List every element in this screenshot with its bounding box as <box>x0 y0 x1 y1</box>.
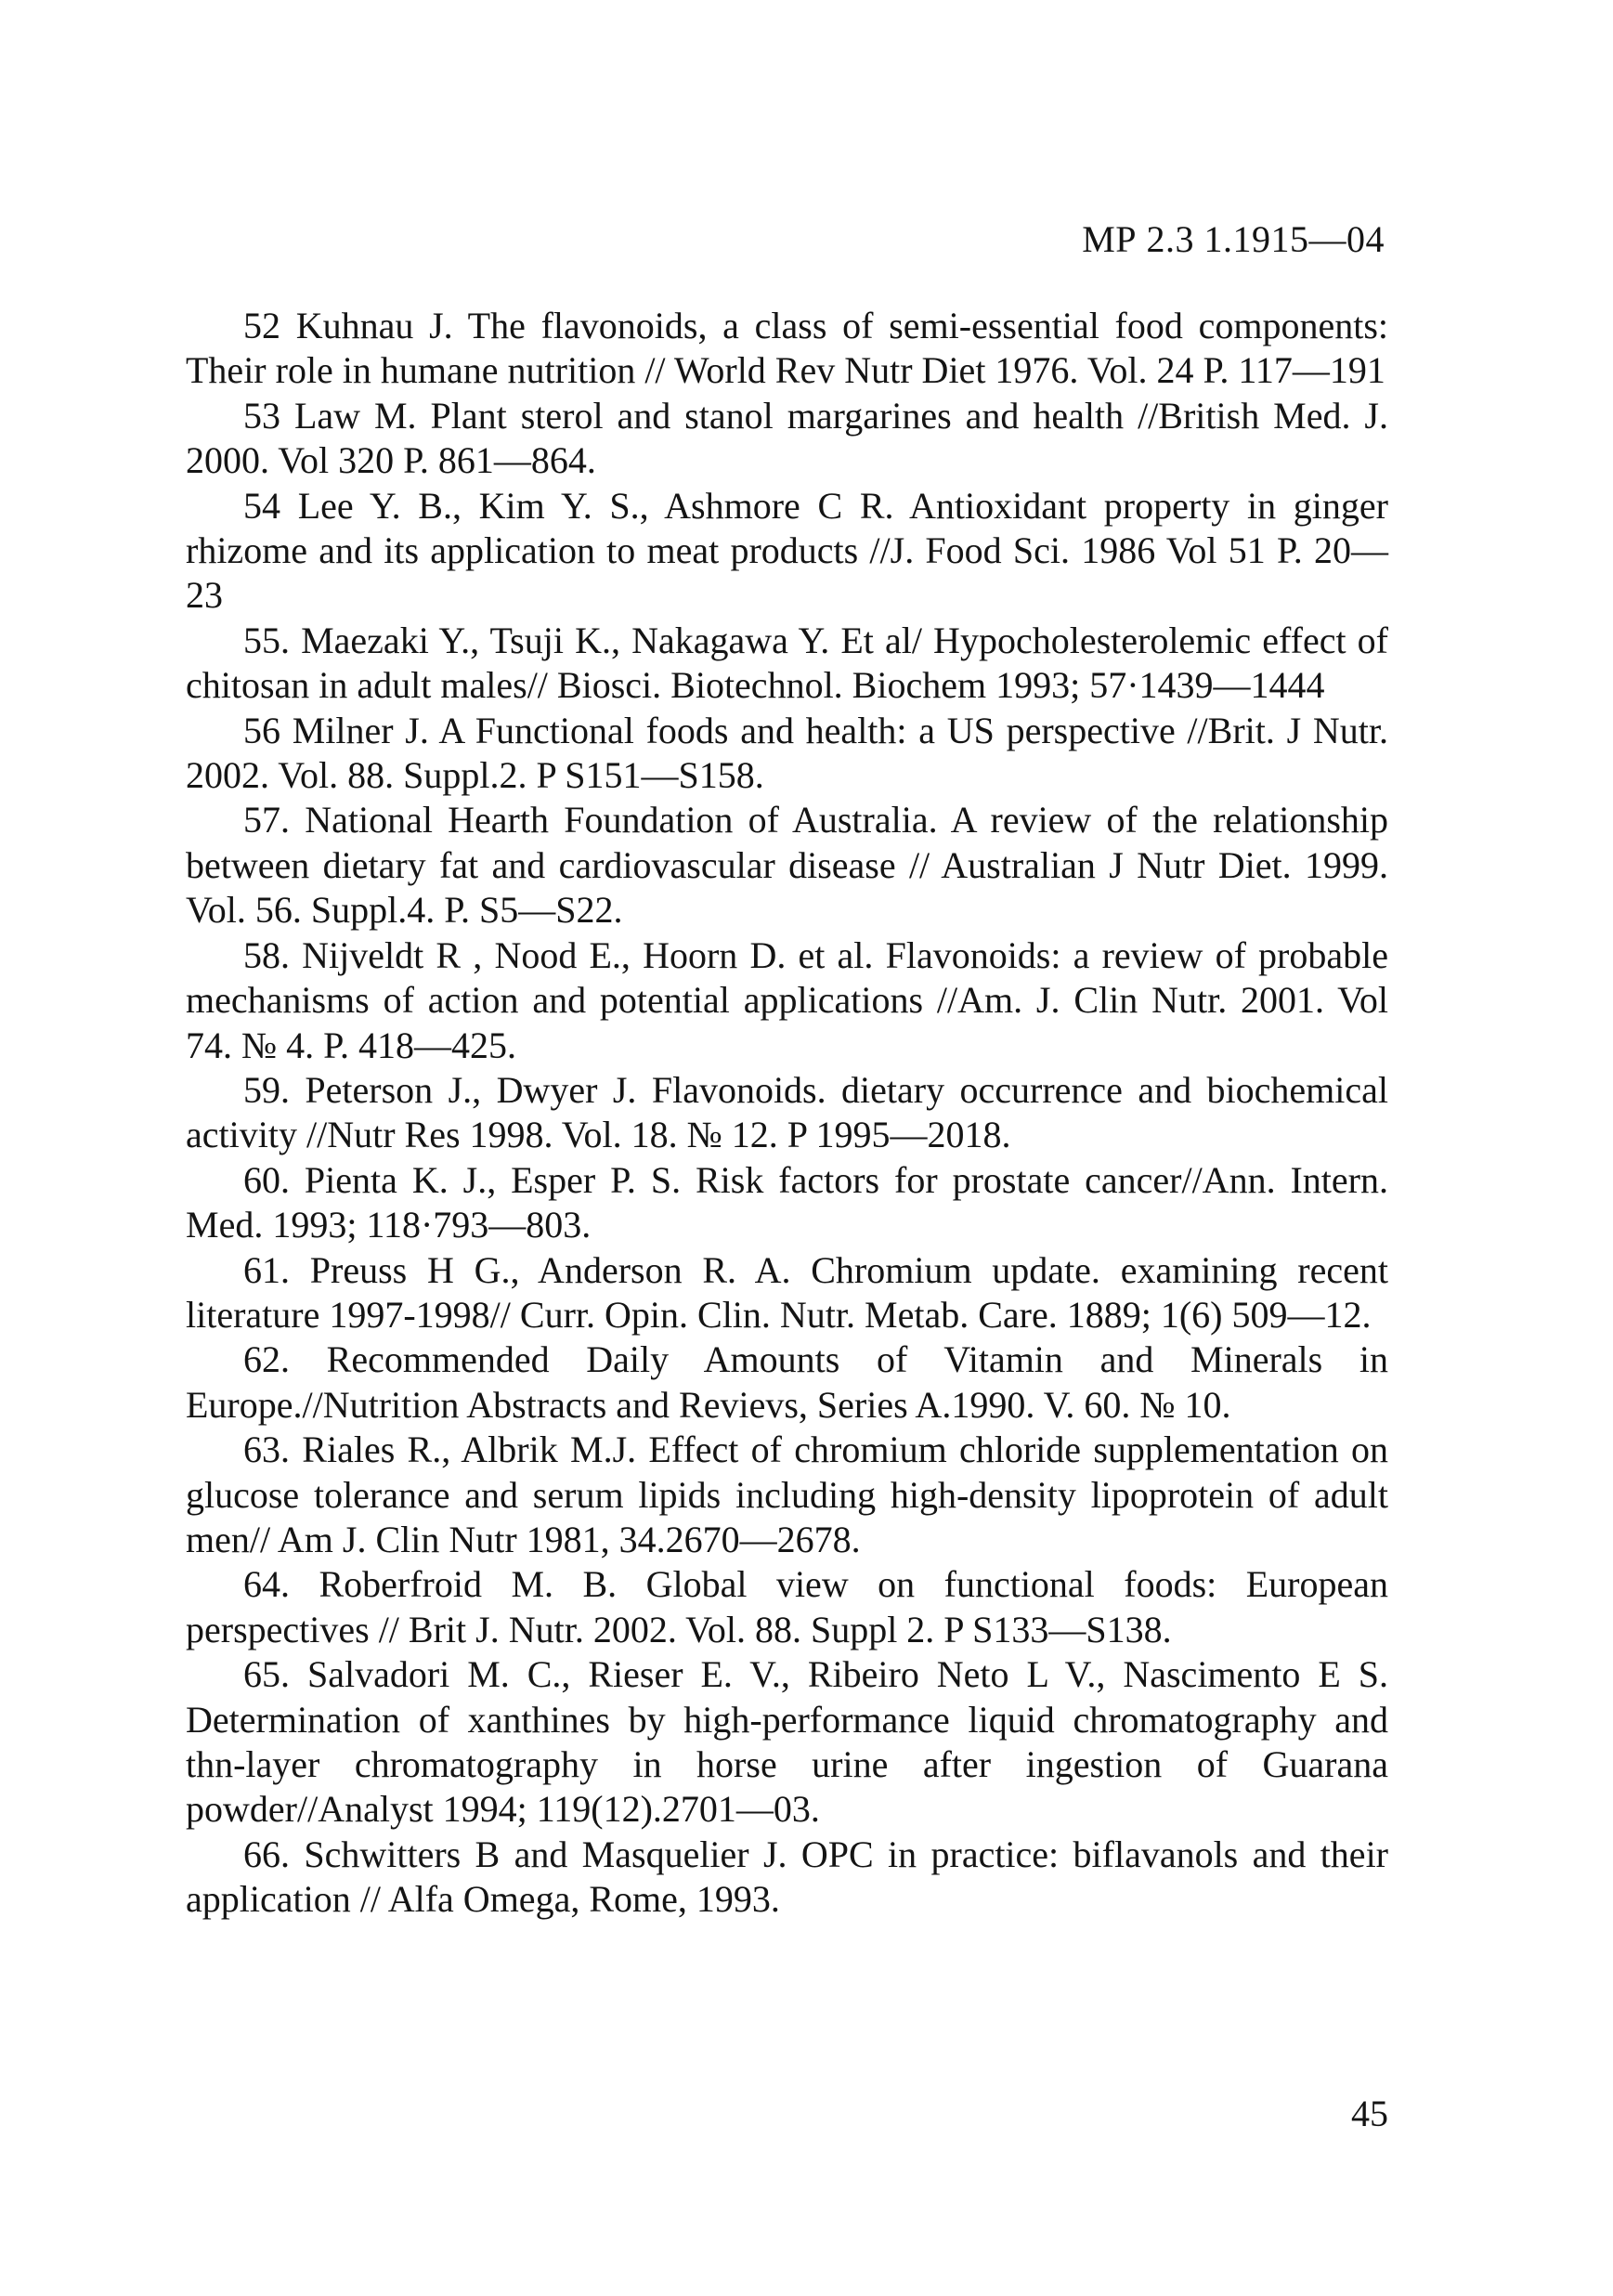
reference-item: 63. Riales R., Albrik M.J. Effect of chromium chloride supplementation on glucose tolerance and serum lipids including high-density lipoprotein of adult men// Am J. Clin Nutr 1981, 34.2670—2678. <box>186 1428 1388 1560</box>
reference-item: 61. Preuss H G., Anderson R. A. Chromium update. examining recent literature 1997-1998// Curr. Opin. Clin. Nutr. Metab. Care. 1889; 1(6) 509—12. <box>186 1248 1388 1336</box>
page-number: 45 <box>1351 2093 1388 2134</box>
reference-item: 65. Salvadori M. C., Rieser E. V., Ribeiro Neto L V., Nascimento E S. Determination of xanthines by high-performance liquid chromatography and thn-layer chromatography in horse urine after ingestion of Guarana powder//Analyst 1994; 119(12).2701—03. <box>186 1653 1388 1831</box>
reference-item: 60. Pienta K. J., Esper P. S. Risk factors for prostate cancer//Ann. Intern. Med. 1993; 118·793—803. <box>186 1158 1388 1246</box>
reference-item: 52 Kuhnau J. The flavonoids, a class of semi-essential food components: Their role in humane nutrition // World Rev Nutr Diet 1976. Vol. 24 P. 117—191 <box>186 305 1388 392</box>
reference-item: 58. Nijveldt R , Nood E., Hoorn D. et al. Flavonoids: a review of probable mechanisms of action and potential applications //Am. J. Clin Nutr. 2001. Vol 74. № 4. P. 418—425. <box>186 933 1388 1066</box>
reference-item: 64. Roberfroid M. B. Global view on functional foods: European perspectives // Brit J. Nutr. 2002. Vol. 88. Suppl 2. P S133—S138. <box>186 1563 1388 1650</box>
reference-item: 62. Recommended Daily Amounts of Vitamin and Minerals in Europe.//Nutrition Abstracts and Revievs, Series A.1990. V. 60. № 10. <box>186 1338 1388 1426</box>
reference-list <box>186 304 1388 1923</box>
reference-item: 55. Maezaki Y., Tsuji K., Nakagawa Y. Et al/ Hypocholesterolemic effect of chitosan in adult males// Biosci. Biotechnol. Biochem 1993; 57·1439—1444 <box>186 619 1388 707</box>
document-code: МР 2.3 1.1915—04 <box>1082 218 1385 260</box>
reference-item: 57. National Hearth Foundation of Australia. A review of the relationship between dietary fat and cardiovascular disease // Australian J Nutr Diet. 1999. Vol. 56. Suppl.4. P. S5—S22. <box>186 799 1388 932</box>
reference-item: 59. Peterson J., Dwyer J. Flavonoids. dietary occurrence and biochemical activity //Nutr Res 1998. Vol. 18. № 12. P 1995—2018. <box>186 1068 1388 1156</box>
reference-item: 66. Schwitters B and Masquelier J. OPC in practice: biflavanols and their application // Alfa Omega, Rome, 1993. <box>186 1833 1388 1921</box>
reference-item: 54 Lee Y. B., Kim Y. S., Ashmore C R. Antioxidant property in ginger rhizome and its application to meat products //J. Food Sci. 1986 Vol 51 P. 20—23 <box>186 484 1388 617</box>
reference-item: 53 Law M. Plant sterol and stanol margarines and health //British Med. J. 2000. Vol 320 P. 861—864. <box>186 394 1388 482</box>
reference-item: 56 Milner J. A Functional foods and health: a US perspective //Brit. J Nutr. 2002. Vol. 88. Suppl.2. P S151—S158. <box>186 709 1388 797</box>
